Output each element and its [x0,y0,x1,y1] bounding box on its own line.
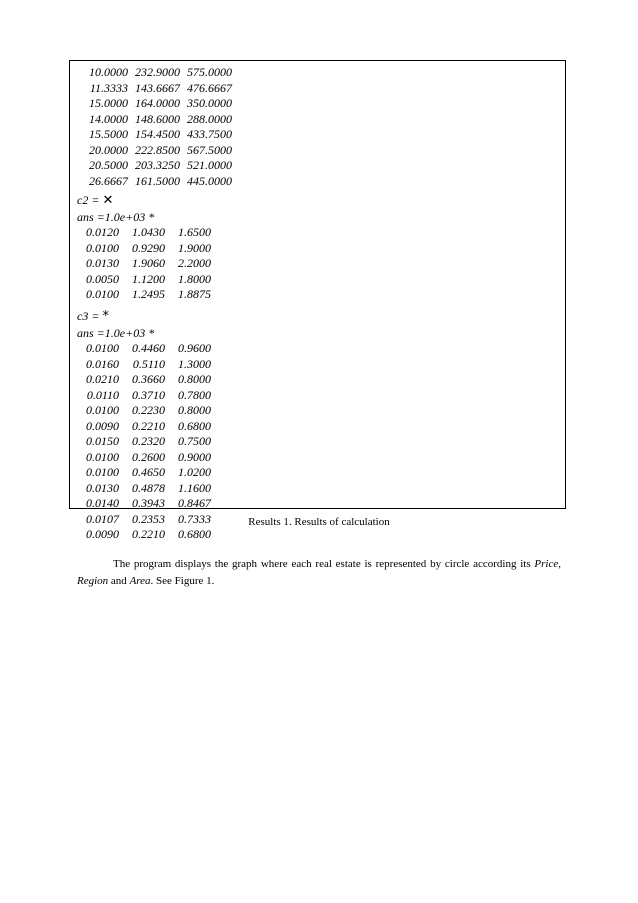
c2-cell: 1.9000 [178,240,211,255]
matrix-top-cell: 15.5000 [89,127,128,141]
matrix-top-row [80,81,232,97]
c3-cell: 0.9600 [178,341,211,355]
c3-cell: 0.2320 [132,434,165,448]
matrix-top-row [80,127,232,143]
c3-cell: 0.4650 [132,465,165,479]
c3-cell: 0.9000 [178,449,211,464]
c2-cell: 0.0100 [86,287,119,301]
c3-cell: 0.0090 [86,527,119,541]
c2-cell: 0.0120 [86,225,119,239]
term-price: Price [534,558,559,570]
matrix-top-cell: 575.0000 [187,65,232,79]
c2-row [77,272,211,288]
matrix-top-cell: 15.0000 [89,96,128,110]
c3-block [77,308,211,543]
matrix-top-cell: 14.0000 [89,111,128,126]
paragraph-sep-1: , [558,558,561,570]
c3-row [77,372,211,388]
c2-cell: 2.2000 [178,256,211,270]
c3-row [77,357,211,373]
c2-cell: 0.9290 [132,240,165,255]
c3-cell: 0.7800 [178,387,211,402]
c3-cell: 0.0140 [86,496,119,510]
c2-row [77,256,211,272]
matrix-top-cell: 222.8500 [135,142,180,157]
c3-cell: 0.0107 [86,511,119,526]
matrix-top-row [80,96,232,112]
c3-row [77,450,211,466]
c3-row [77,481,211,497]
term-area: Area [129,575,151,587]
term-region: Region [77,575,109,587]
c3-cell: 0.7500 [178,434,211,448]
matrix-top-cell: 148.6000 [135,111,180,126]
matrix-top-cell: 10.0000 [89,65,128,79]
matrix-top-row [80,174,232,190]
c3-cell: 0.0130 [86,480,119,495]
c2-cell: 1.0430 [132,225,165,239]
c3-label-line [77,308,211,325]
paragraph-text-1: The program displays the graph where each real estate is represented by circle according its [113,558,535,570]
c2-cell: 1.8875 [178,287,211,301]
c2-cell: 1.8000 [178,271,211,286]
c2-block [77,192,211,303]
c3-cell: 0.8467 [178,496,211,510]
matrix-top-row [80,112,232,128]
body-paragraph [77,556,561,590]
c3-row [77,527,211,543]
paragraph-sep-2: and [108,575,130,587]
c3-row [77,403,211,419]
matrix-top-cell: 11.3333 [89,80,128,95]
c3-cell: 0.2210 [132,527,165,541]
c2-cell: 0.0130 [86,256,119,270]
matrix-top-cell: 232.9000 [135,65,180,79]
results-caption: Results 1. Results of calculation [248,516,390,528]
c2-row [77,225,211,241]
c3-row [77,496,211,512]
c3-scale: ans =1.0e+03 * [77,326,155,340]
c3-label: c3 = [77,309,103,323]
matrix-top-cell: 203.3250 [135,158,180,172]
c3-cell: 0.2210 [132,418,165,433]
c3-cell: 0.4460 [132,341,165,355]
c2-cell: 0.0050 [86,271,119,286]
matrix-top-cell: 521.0000 [187,158,232,172]
c3-cell: 1.3000 [178,356,211,371]
matrix-top-row [80,143,232,159]
matrix-top-cell: 288.0000 [187,111,232,126]
c2-cell: 1.6500 [178,225,211,239]
c3-cell: 0.3660 [132,372,165,386]
c2-label: c2 = [77,193,103,207]
c2-cell: 1.9060 [132,256,165,270]
c3-cell: 0.2230 [132,403,165,417]
c2-matrix [77,225,211,303]
c3-row [77,419,211,435]
c2-row [77,241,211,257]
c3-cell: 0.3943 [132,496,165,510]
c3-cell: 0.0100 [86,465,119,479]
matrix-top-cell: 154.4500 [135,127,180,141]
c2-row [77,287,211,303]
c3-row [77,341,211,357]
c3-cell: 0.7333 [178,511,211,526]
c3-cell: 0.0150 [86,434,119,448]
matrix-top-cell: 433.7500 [187,127,232,141]
c3-cell: 0.8000 [178,372,211,386]
matrix-top-cell: 476.6667 [187,80,232,95]
c3-cell: 0.0210 [86,372,119,386]
matrix-top-cell: 161.5000 [135,173,180,188]
c3-matrix [77,341,211,543]
matrix-top-cell: 26.6667 [89,173,128,188]
c3-cell: 0.6800 [178,418,211,433]
c3-cell: 0.5110 [132,356,165,371]
matrix-top-row [80,158,232,174]
matrix-top-cell: 445.0000 [187,173,232,188]
matrix-top-cell: 350.0000 [187,96,232,110]
c3-cell: 0.2353 [132,511,165,526]
matrix-top-cell: 20.0000 [89,142,128,157]
c2-cell: 1.1200 [132,271,165,286]
asterisk-icon: * [102,309,109,324]
c3-cell: 0.6800 [178,527,211,541]
c3-cell: 0.0100 [86,403,119,417]
c3-cell: 0.3710 [132,387,165,402]
c2-cell: 0.0100 [86,240,119,255]
matrix-top-cell: 143.6667 [135,80,180,95]
c3-cell: 1.0200 [178,465,211,479]
c3-row [77,388,211,404]
c3-row [77,465,211,481]
matrix-top-cell: 164.0000 [135,96,180,110]
c3-row [77,434,211,450]
c3-cell: 1.1600 [178,480,211,495]
matrix-top-row [80,65,232,81]
times-icon: ✕ [102,193,114,208]
c3-cell: 0.0100 [86,449,119,464]
c3-cell: 0.8000 [178,403,211,417]
paragraph-text-2: . See Figure 1. [150,575,215,587]
c2-scale: ans =1.0e+03 * [77,210,155,224]
c3-cell: 0.2600 [132,449,165,464]
c3-cell: 0.0160 [86,356,119,371]
c2-label-line [77,192,211,209]
c3-cell: 0.4878 [132,480,165,495]
matrix-top [80,65,232,189]
c3-cell: 0.0090 [86,418,119,433]
c3-cell: 0.0100 [86,341,119,355]
matrix-top-cell: 20.5000 [89,158,128,172]
matrix-top-cell: 567.5000 [187,142,232,157]
c3-cell: 0.0110 [86,387,119,402]
c2-cell: 1.2495 [132,287,165,301]
